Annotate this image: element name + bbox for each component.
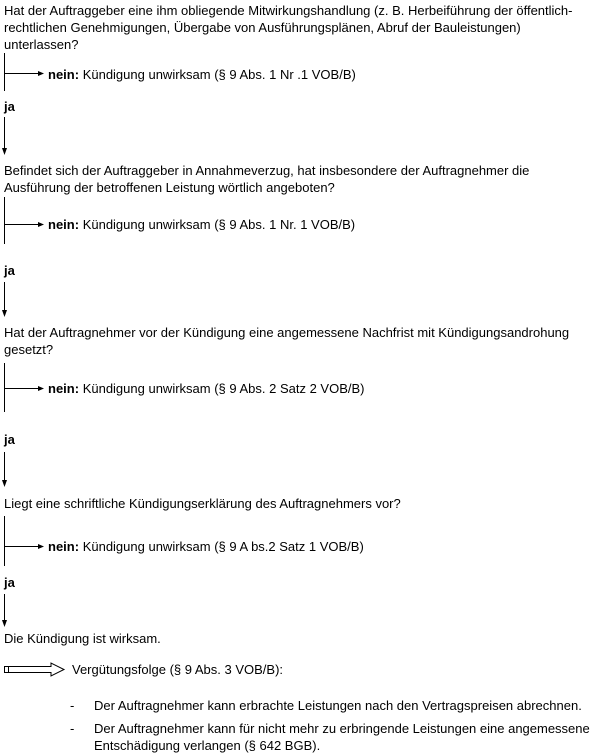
yes-label-3: ja	[4, 432, 15, 447]
yes-label-2: ja	[4, 263, 15, 278]
yes-label-4: ja	[4, 575, 15, 590]
bullet-dash: -	[70, 721, 75, 736]
question-1: Hat der Auftraggeber eine ihm obliegende Mitwirkungshandlung (z. B. Herbeiführung der öffentlich-rechtlichen Genehmigungen, Übergabe von Ausführungsplänen, Abruf der Bauleistungen) unterlassen?	[4, 3, 573, 52]
no-label: nein:	[48, 381, 80, 396]
no-arrowhead-4	[38, 544, 44, 549]
no-text-2: Kündigung unwirksam (§ 9 Abs. 1 Nr. 1 VOB/B)	[82, 217, 356, 232]
no-arrowhead-2	[38, 222, 44, 227]
consequence-title: Vergütungsfolge (§ 9 Abs. 3 VOB/B):	[72, 662, 284, 677]
no-text-4: Kündigung unwirksam (§ 9 A bs.2 Satz 1 VOB/B)	[82, 539, 364, 554]
conclusion: Die Kündigung ist wirksam.	[4, 631, 161, 646]
no-arrowhead-1	[38, 71, 44, 76]
question-4: Liegt eine schriftliche Kündigungserklärung des Auftragnehmers vor?	[4, 496, 401, 511]
no-arrowhead-3	[38, 386, 44, 391]
yes-label-1: ja	[4, 99, 15, 114]
yes-arrowhead-3	[2, 480, 7, 487]
no-branch-1	[48, 66, 356, 83]
no-label: nein:	[48, 539, 80, 554]
bullet-dash: -	[70, 698, 75, 713]
no-text-3: Kündigung unwirksam (§ 9 Abs. 2 Satz 2 VOB/B)	[82, 381, 365, 396]
no-text-1: Kündigung unwirksam (§ 9 Abs. 1 Nr .1 VOB/B)	[82, 67, 356, 82]
no-label: nein:	[48, 67, 80, 82]
yes-arrowhead-2	[2, 310, 7, 317]
no-branch-3	[48, 380, 365, 397]
yes-arrowhead-4	[2, 620, 7, 627]
consequence-text-1: Der Auftragnehmer kann erbrachte Leistungen nach den Vertragspreisen abrechnen.	[94, 698, 582, 713]
no-branch-2	[48, 216, 355, 233]
question-2: Befindet sich der Auftraggeber in Annahmeverzug, hat insbesondere der Auftragnehmer die Ausführung der betroffenen Leistung wörtlich angeboten?	[4, 163, 530, 195]
yes-arrowhead-1	[2, 148, 7, 155]
question-3: Hat der Auftragnehmer vor der Kündigung eine angemessene Nachfrist mit Kündigungsandrohung gesetzt?	[4, 325, 570, 357]
consequence-text-2: Der Auftragnehmer kann für nicht mehr zu erbringende Leistungen eine angemessene Entschädigung verlangen (§ 642 BGB).	[94, 721, 590, 753]
no-branch-4	[48, 538, 364, 555]
consequence-arrow-icon	[5, 663, 65, 676]
no-label: nein:	[48, 217, 80, 232]
connector-group-1	[5, 53, 39, 91]
